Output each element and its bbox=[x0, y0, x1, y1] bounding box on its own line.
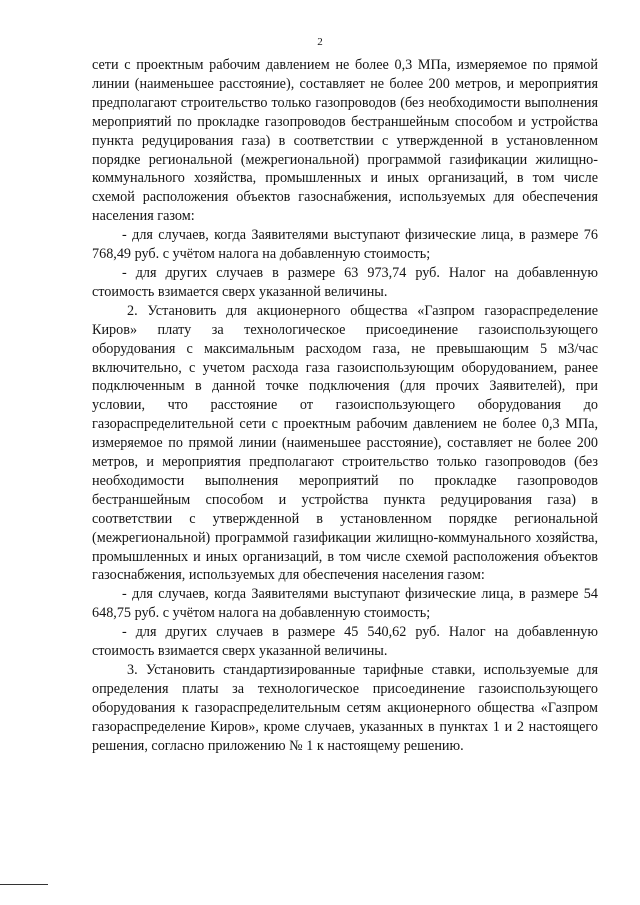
tariff-item-individuals-1: - для случаев, когда Заявителями выступают физические лица, в размере 76 768,49 руб. с учётом налога на добавленную стоимость; bbox=[92, 227, 598, 263]
tariff-item-individuals-2: - для случаев, когда Заявителями выступают физические лица, в размере 54 648,75 руб. с учётом налога на добавленную стоимость; bbox=[92, 586, 598, 622]
tariff-item-other-2: - для других случаев в размере 45 540,62 руб. Налог на добавленную стоимость взимается сверх указанной величины. bbox=[92, 624, 598, 660]
tariff-item-other-1: - для других случаев в размере 63 973,74 руб. Налог на добавленную стоимость взимается сверх указанной величины. bbox=[92, 264, 598, 300]
document-body bbox=[92, 56, 598, 756]
footnote-separator-line bbox=[0, 884, 48, 885]
page-number: 2 bbox=[317, 36, 323, 48]
clause-3-paragraph: 3. Установить стандартизированные тарифные ставки, используемые для определения платы за технологическое присоединение газоиспользующего оборудования к газораспределительным сетям акционерного общества «Газпром газораспределение Киров», кроме случаев, указанных в пунктах 1 и 2 настоящего решения, согласно приложению № 1 к настоящему решению. bbox=[92, 662, 598, 754]
paragraph-continuation: сети с проектным рабочим давлением не более 0,3 МПа, измеряемое по прямой линии (наименьшее расстояние), составляет не более 200 метров, и мероприятия предполагают строительство только газопроводов (без необходимости выполнения мероприятий по прокладке газопроводов бестраншейным способом и устройства пункта редуцирования газа) в соответствии с утвержденной в установленном порядке региональной (межрегиональной) программой газификации жилищно-коммунального хозяйства, промышленных и иных организаций, в том числе схемой расположения объектов газоснабжения, используемых для обеспечения населения газом: bbox=[92, 57, 598, 225]
clause-2-paragraph: 2. Установить для акционерного общества «Газпром газораспределение Киров» плату за технологическое присоединение газоиспользующего оборудования с максимальным расходом газа, не превышающим 5 м3/час включительно, с учетом расхода газа газоиспользующим оборудованием, ранее подключенным в данной точке подключения (для прочих Заявителей), при условии, что расстояние от газоиспользующего оборудования до газораспределительной сети с проектным рабочим давлением не более 0,3 МПа, измеряемое по прямой линии (наименьшее расстояние), составляет не более 200 метров, и мероприятия предполагают строительство только газопроводов (без необходимости выполнения мероприятий по прокладке газопроводов бестраншейным способом и устройства пункта редуцирования газа) в соответствии с утвержденной в установленном порядке региональной (межрегиональной) программой газификации жилищно-коммунального хозяйства, промышленных и иных организаций, в том числе схемой расположения объектов газоснабжения, используемых для обеспечения населения газом: bbox=[92, 302, 598, 584]
